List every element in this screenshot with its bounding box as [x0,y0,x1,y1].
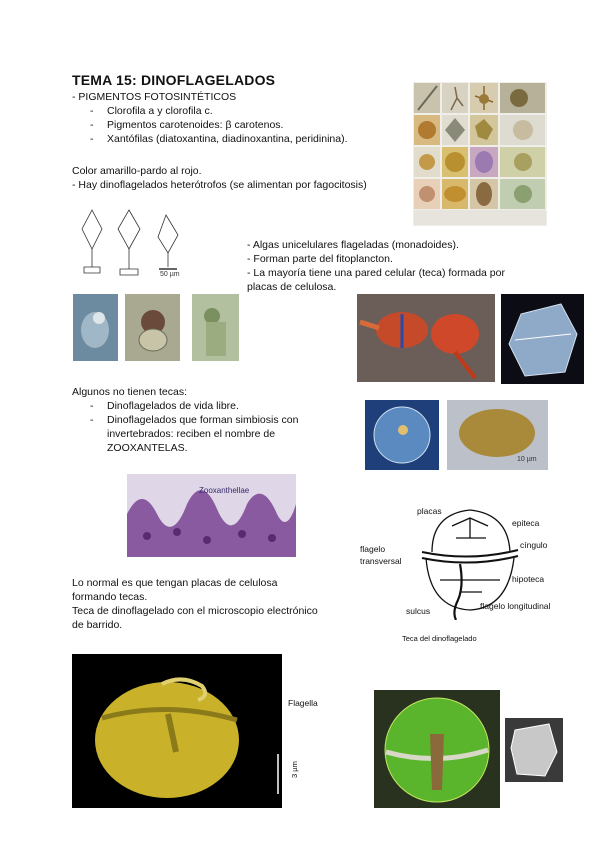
pigments-section [72,90,348,146]
feature-line: - La mayoría tiene una pared celular (teca) formada por [247,267,505,279]
label-placas: placas [417,506,442,516]
label-cingulo: cíngulo [520,540,548,550]
grey-sem-photo [505,718,563,782]
blue-sem-theca-photo [501,294,584,384]
zooxanthellae-label: Zooxanthellae [199,486,250,495]
normal-line: formando tecas. [72,591,148,603]
theca-diagram-caption: Teca del dinoflagelado [402,634,477,643]
photo-scale-label: 10 µm [517,456,537,463]
normal-theca-text [72,576,318,632]
feature-line: placas de celulosa. [247,281,337,293]
no-theca-continuation: invertebrados: reciben el nombre de [107,428,276,440]
flagella-label: Flagella [288,698,318,708]
label-sulcus: sulcus [406,606,431,616]
micrograph-theca-cell [125,294,180,361]
feature-line: - Forman parte del fitoplancton. [247,253,393,265]
yellow-cell-photo [447,400,548,470]
green-sem-photo [374,690,500,808]
red-dinoflagellate-photo [357,294,495,382]
heterotroph-text: - Hay dinoflagelados heterótrofos (se alimentan por fagocitosis) [72,179,367,191]
label-hipoteca: hipoteca [512,574,545,584]
drawing-scale-label: 50 µm [160,271,180,278]
label-flagelo-transversal: transversal [360,556,402,566]
page-title: TEMA 15: DINOFLAGELADOS [72,72,276,88]
normal-line: de barrido. [72,619,123,631]
normal-line: Teca de dinoflagelado con el microscopio electrónico [72,605,318,617]
micrograph-blue-cell [73,294,118,361]
label-flagelo-transversal: flagelo [360,544,386,554]
theca-diagram [360,500,570,620]
no-theca-item: - Dinoflagelados que forman simbiosis con [72,413,298,427]
label-flagelo-longitudinal: flagelo longitudinal [480,601,551,611]
dinoflagellate-micrograph-grid [413,82,547,226]
feature-line: - Algas unicelulares flageladas (monadoides). [247,239,459,251]
no-theca-item: - Dinoflagelados de vida libre. [72,399,298,413]
label-epiteca: epiteca [512,518,540,528]
pigments-heading: - PIGMENTOS FOTOSINTÉTICOS [72,91,237,103]
no-theca-heading: Algunos no tienen tecas: [72,386,187,398]
micrograph-green-cell [192,294,239,361]
dinoflagellate-line-drawings [74,207,184,283]
zooxanthellae-histology-photo [127,474,296,557]
pigment-item: - Pigmentos carotenoides: β carotenos. [72,118,348,132]
no-theca-section [72,385,298,455]
yellow-sem-photo [72,654,282,808]
pigment-item: - Clorofila a y clorofila c. [72,104,348,118]
color-text: Color amarillo-pardo al rojo. [72,165,202,177]
transparent-cell-photo [365,400,439,470]
no-theca-continuation: ZOOXANTELAS. [107,442,188,454]
pigment-item: - Xantófilas (diatoxantina, diadinoxantina, peridinina). [72,132,348,146]
normal-line: Lo normal es que tengan placas de celulosa [72,577,278,589]
features-block [247,238,505,294]
sem-scale-label: 3 µm [290,761,299,778]
